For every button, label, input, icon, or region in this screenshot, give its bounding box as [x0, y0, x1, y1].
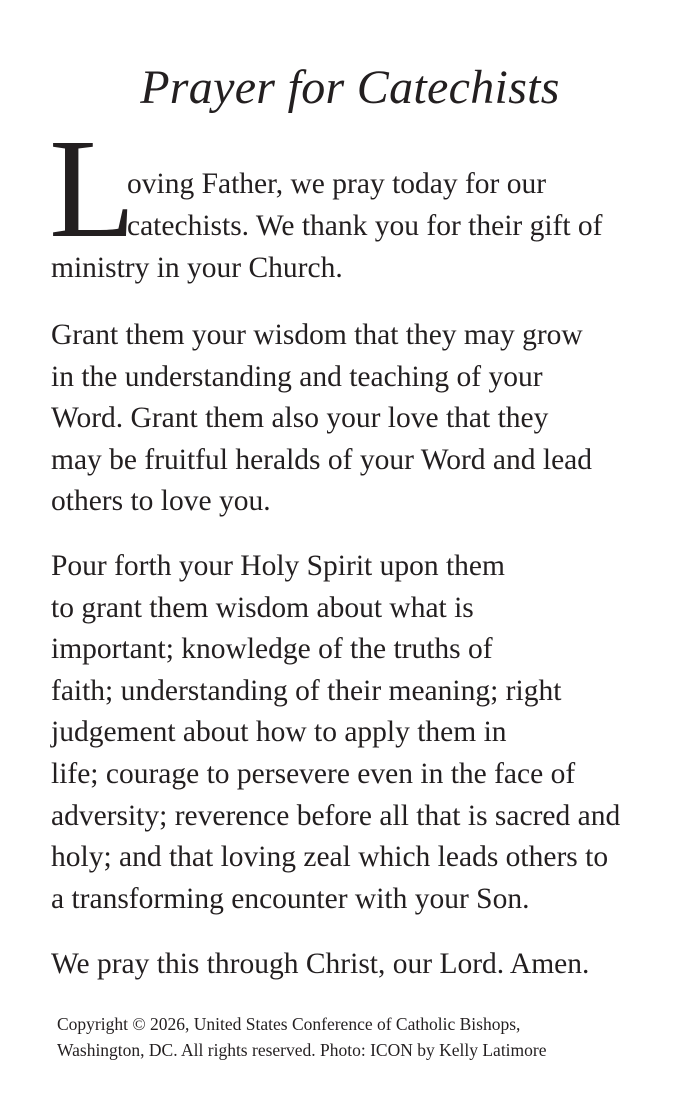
paragraph-3-line: holy; and that loving zeal which leads others to	[51, 841, 609, 874]
paragraph-3-line: faith; understanding of their meaning; right	[51, 674, 562, 707]
prayer-title: Prayer for Catechists	[140, 61, 560, 114]
paragraph-3-line: to grant them wisdom about what is	[51, 591, 474, 624]
closing-line: We pray this through Christ, our Lord. Amen.	[51, 948, 590, 980]
drop-cap: L	[49, 109, 136, 267]
copyright-line-1: Copyright © 2026, United States Conference of Catholic Bishops,	[57, 1014, 521, 1034]
paragraph-3-line: a transforming encounter with your Son.	[51, 882, 530, 915]
paragraph-3	[51, 546, 661, 920]
paragraph-2-line: Grant them your wisdom that they may grow	[51, 319, 583, 351]
paragraph-2-line: in the understanding and teaching of your	[51, 360, 543, 393]
paragraph-1-line-3: ministry in your Church.	[51, 252, 343, 284]
paragraph-3-line: Pour forth your Holy Spirit upon them	[51, 550, 505, 582]
paragraph-1-line-1: oving Father, we pray today for our	[127, 168, 547, 200]
paragraph-1-line-2: catechists. We thank you for their gift of	[127, 210, 603, 242]
paragraph-2-line: others to love you.	[51, 485, 271, 517]
paragraph-3-line: judgement about how to apply them in	[51, 716, 507, 749]
paragraph-2-line: may be fruitful heralds of your Word and lead	[51, 443, 593, 476]
paragraph-3-line: adversity; reverence before all that is sacred and	[51, 799, 621, 832]
copyright-line-2: Washington, DC. All rights reserved. Photo: ICON by Kelly Latimore	[57, 1040, 547, 1060]
paragraph-2	[51, 315, 651, 523]
copyright-notice	[57, 1011, 677, 1063]
paragraph-3-line: life; courage to persevere even in the face of	[51, 757, 576, 790]
paragraph-3-line: important; knowledge of the truths of	[51, 633, 493, 666]
paragraph-2-line: Word. Grant them also your love that they	[51, 402, 549, 434]
